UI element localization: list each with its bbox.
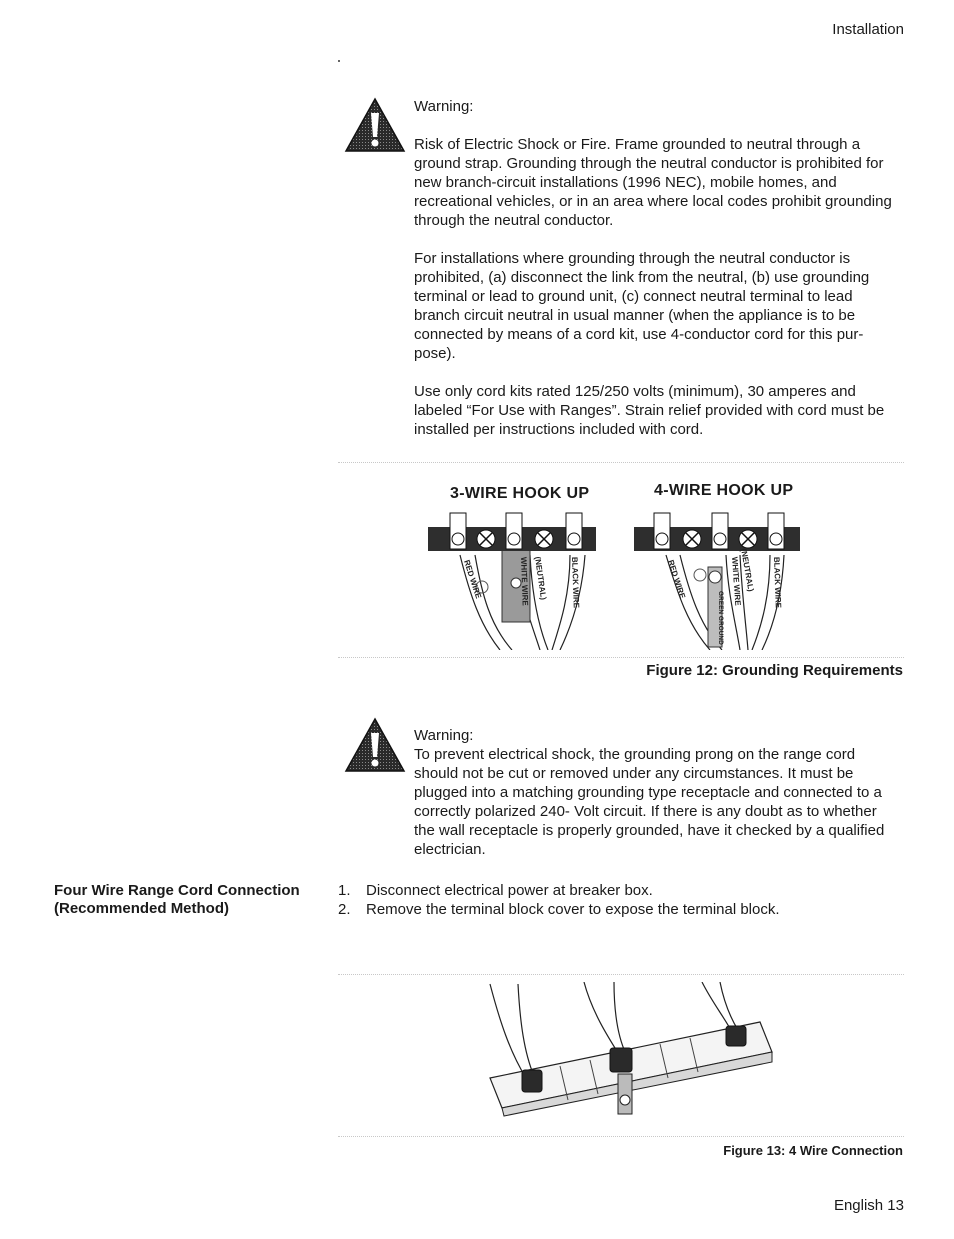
step-text: Disconnect electrical power at breaker box. (366, 882, 653, 899)
black-wire-label: BLACK WIRE (570, 556, 581, 609)
list-item (338, 881, 780, 900)
figure-13-caption: Figure 13: 4 Wire Connection (723, 1143, 903, 1158)
neutral-label: (NEUTRAL) (739, 547, 756, 593)
figure-rule-top (338, 462, 904, 463)
step-number: 2. (338, 901, 351, 918)
running-header: Installation (832, 21, 904, 38)
figure-rule-bottom (338, 1136, 904, 1137)
stray-mark (338, 60, 340, 62)
terminal-screw-icon (620, 1095, 630, 1105)
page-footer: English 13 (833, 1197, 904, 1214)
terminal-block-illustration (480, 982, 780, 1122)
white-wire-label: WHITE WIRE (730, 556, 743, 606)
section-heading-line: Four Wire Range Cord Connection (54, 882, 300, 899)
figure-rule-bottom (338, 657, 904, 658)
warning-triangle-icon (344, 717, 406, 773)
figure-12-caption: Figure 12: Grounding Requirements (646, 662, 903, 679)
white-wire-label: WHITE WIRE (519, 556, 530, 606)
warning-paragraph: For installations where grounding through the neutral conductor is prohibited, (a) disconnect the link from the neutral, (b) use grounding terminal or lead to ground unit, (c) connect neutral terminal to lead branch circuit neutral in usual manner (when the appliance is to be connected by means of a cord kit, use 4-conductor cord for this pur-pose). (414, 250, 870, 362)
list-item (338, 900, 780, 919)
warning-triangle-icon (344, 97, 406, 153)
green-ground-label: GREEN GROUND (717, 591, 724, 645)
warning-block-1 (414, 97, 894, 458)
terminal-screw-icon (511, 578, 521, 588)
warning-block-2 (414, 726, 894, 878)
figure-rule-top (338, 974, 904, 975)
neutral-label: (NEUTRAL) (533, 556, 548, 601)
three-wire-title: 3-WIRE HOOK UP (450, 485, 590, 502)
section-heading-line: (Recommended Method) (54, 900, 230, 917)
warning-label: Warning: (414, 727, 474, 744)
red-wire-label: RED WIRE (462, 558, 484, 600)
section-heading (54, 882, 324, 918)
four-wire-diagram (628, 505, 808, 650)
warning-label: Warning: (414, 98, 474, 115)
three-wire-diagram (420, 505, 605, 650)
step-text: Remove the terminal block cover to expose the terminal block. (366, 901, 780, 918)
warning-paragraph: Risk of Electric Shock or Fire. Frame grounded to neutral through a ground strap. Grounding through the neutral conductor is prohibited for new branch-circuit installations (1996 NEC), mobile homes, and recreational vehicles, or in an area where local codes prohibit grounding through the neutral conductor. (414, 136, 892, 229)
warning-paragraph: To prevent electrical shock, the grounding prong on the range cord should not be cut or removed under any circumstances. It must be plugged into a matching grounding type receptacle and connected to a correctly polarized 240- Volt circuit. If there is any doubt as to whether the wall receptacle is properly grounded, have it checked by a qualified electrician. (414, 746, 885, 858)
step-number: 1. (338, 882, 351, 899)
terminal-screw-icon (709, 571, 721, 583)
red-wire-label: RED WIRE (666, 558, 688, 600)
steps-list (338, 881, 780, 919)
black-wire-label: BLACK WIRE (772, 556, 783, 609)
four-wire-title: 4-WIRE HOOK UP (654, 482, 794, 499)
ground-symbol-icon (694, 569, 706, 581)
warning-paragraph: Use only cord kits rated 125/250 volts (minimum), 30 amperes and labeled “For Use with Ranges”. Strain relief provided with cord must be installed per instructions included with cord. (414, 383, 885, 438)
